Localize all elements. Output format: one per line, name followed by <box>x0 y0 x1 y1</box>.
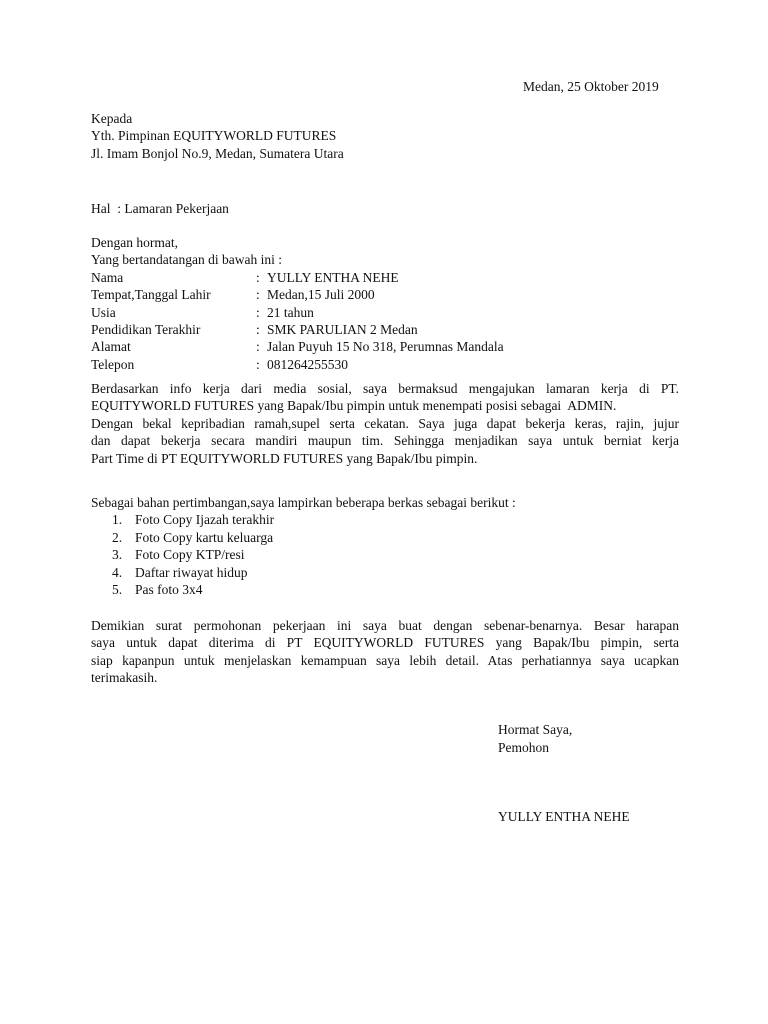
field-value: 081264255530 <box>267 356 348 372</box>
date-line: Medan, 25 Oktober 2019 <box>523 79 659 94</box>
paragraph-line: Dengan bekal kepribadian ramah,supel serta cekatan. Saya juga dapat bekerja keras, rajin, jujur <box>91 415 679 431</box>
attachments-intro: Sebagai bahan pertimbangan,saya lampirkan beberapa berkas sebagai berikut : <box>91 495 516 510</box>
list-item <box>91 564 651 581</box>
list-item <box>91 529 651 546</box>
closing-role: Pemohon <box>498 740 550 755</box>
field-row-pendidikan <box>91 321 591 338</box>
field-value: 21 tahun <box>267 304 314 320</box>
field-label: Usia <box>91 304 116 320</box>
list-number: 2. <box>112 529 123 545</box>
field-colon: : <box>256 304 260 320</box>
paragraph-line: siap kapanpun untuk menjelaskan kemampuan saya lebih detail. Atas perhatiannya saya ucapkan <box>91 652 679 668</box>
field-row-telepon <box>91 356 591 373</box>
field-colon: : <box>256 356 260 372</box>
list-number: 1. <box>112 512 123 528</box>
recipient-name: Yth. Pimpinan EQUITYWORLD FUTURES <box>91 128 337 144</box>
paragraph-line: Part Time di PT EQUITYWORLD FUTURES yang Bapak/Ibu pimpin. <box>91 450 478 466</box>
list-text: Foto Copy kartu keluarga <box>135 529 274 545</box>
signature-name: YULLY ENTHA NEHE <box>498 809 630 824</box>
paragraph-line: Demikian surat permohonan pekerjaan ini saya buat dengan sebenar-benarnya. Besar harapan <box>91 618 679 633</box>
field-colon: : <box>256 321 260 337</box>
paragraph-line: terimakasih. <box>91 670 158 686</box>
paragraph-line: Berdasarkan info kerja dari media sosial, saya bermaksud mengajukan lamaran kerja di PT. <box>91 381 679 396</box>
list-number: 3. <box>112 547 123 563</box>
field-label: Alamat <box>91 339 131 355</box>
intro-line: Yang bertandatangan di bawah ini : <box>91 252 282 268</box>
field-colon: : <box>256 339 260 355</box>
field-value: Medan,15 Juli 2000 <box>267 287 375 303</box>
list-text: Daftar riwayat hidup <box>135 564 248 580</box>
field-value: SMK PARULIAN 2 Medan <box>267 321 418 337</box>
field-label: Nama <box>91 269 124 285</box>
field-colon: : <box>256 269 260 285</box>
paragraph-line: saya untuk dapat diterima di PT EQUITYWORLD FUTURES yang Bapak/Ibu pimpin, serta <box>91 635 679 651</box>
list-text: Pas foto 3x4 <box>135 581 203 597</box>
field-value: Jalan Puyuh 15 No 318, Perumnas Mandala <box>267 339 504 355</box>
field-label: Tempat,Tanggal Lahir <box>91 287 211 303</box>
list-text: Foto Copy Ijazah terakhir <box>135 512 275 528</box>
list-item <box>91 511 651 528</box>
opening-salutation: Dengan hormat, <box>91 235 178 250</box>
recipient-block <box>91 110 344 162</box>
field-label: Pendidikan Terakhir <box>91 321 201 337</box>
list-item <box>91 581 651 598</box>
field-label: Telepon <box>91 356 135 372</box>
paragraph-line: dan dapat bekerja secara mandiri maupun tim. Sehingga menjadikan saya untuk berniat kerja <box>91 433 679 449</box>
field-row-usia <box>91 304 591 321</box>
list-item <box>91 546 651 563</box>
body-paragraph-1 <box>91 380 679 467</box>
field-row-alamat <box>91 338 591 355</box>
list-text: Foto Copy KTP/resi <box>135 547 245 563</box>
paragraph-line: EQUITYWORLD FUTURES yang Bapak/Ibu pimpin untuk menempati posisi sebagai ADMIN. <box>91 398 617 414</box>
identity-block <box>91 234 591 373</box>
closing-regards: Hormat Saya, <box>498 722 573 737</box>
field-row-nama <box>91 269 591 286</box>
recipient-greeting: Kepada <box>91 111 133 126</box>
subject-line: Hal : Lamaran Pekerjaan <box>91 201 229 216</box>
list-number: 4. <box>112 564 123 580</box>
body-paragraph-2 <box>91 617 679 687</box>
field-row-tempat-tanggal-lahir <box>91 286 591 303</box>
field-colon: : <box>256 287 260 303</box>
field-value: YULLY ENTHA NEHE <box>267 269 399 285</box>
attachments-block <box>91 494 651 598</box>
list-number: 5. <box>112 581 123 597</box>
recipient-address: Jl. Imam Bonjol No.9, Medan, Sumatera Utara <box>91 145 344 161</box>
